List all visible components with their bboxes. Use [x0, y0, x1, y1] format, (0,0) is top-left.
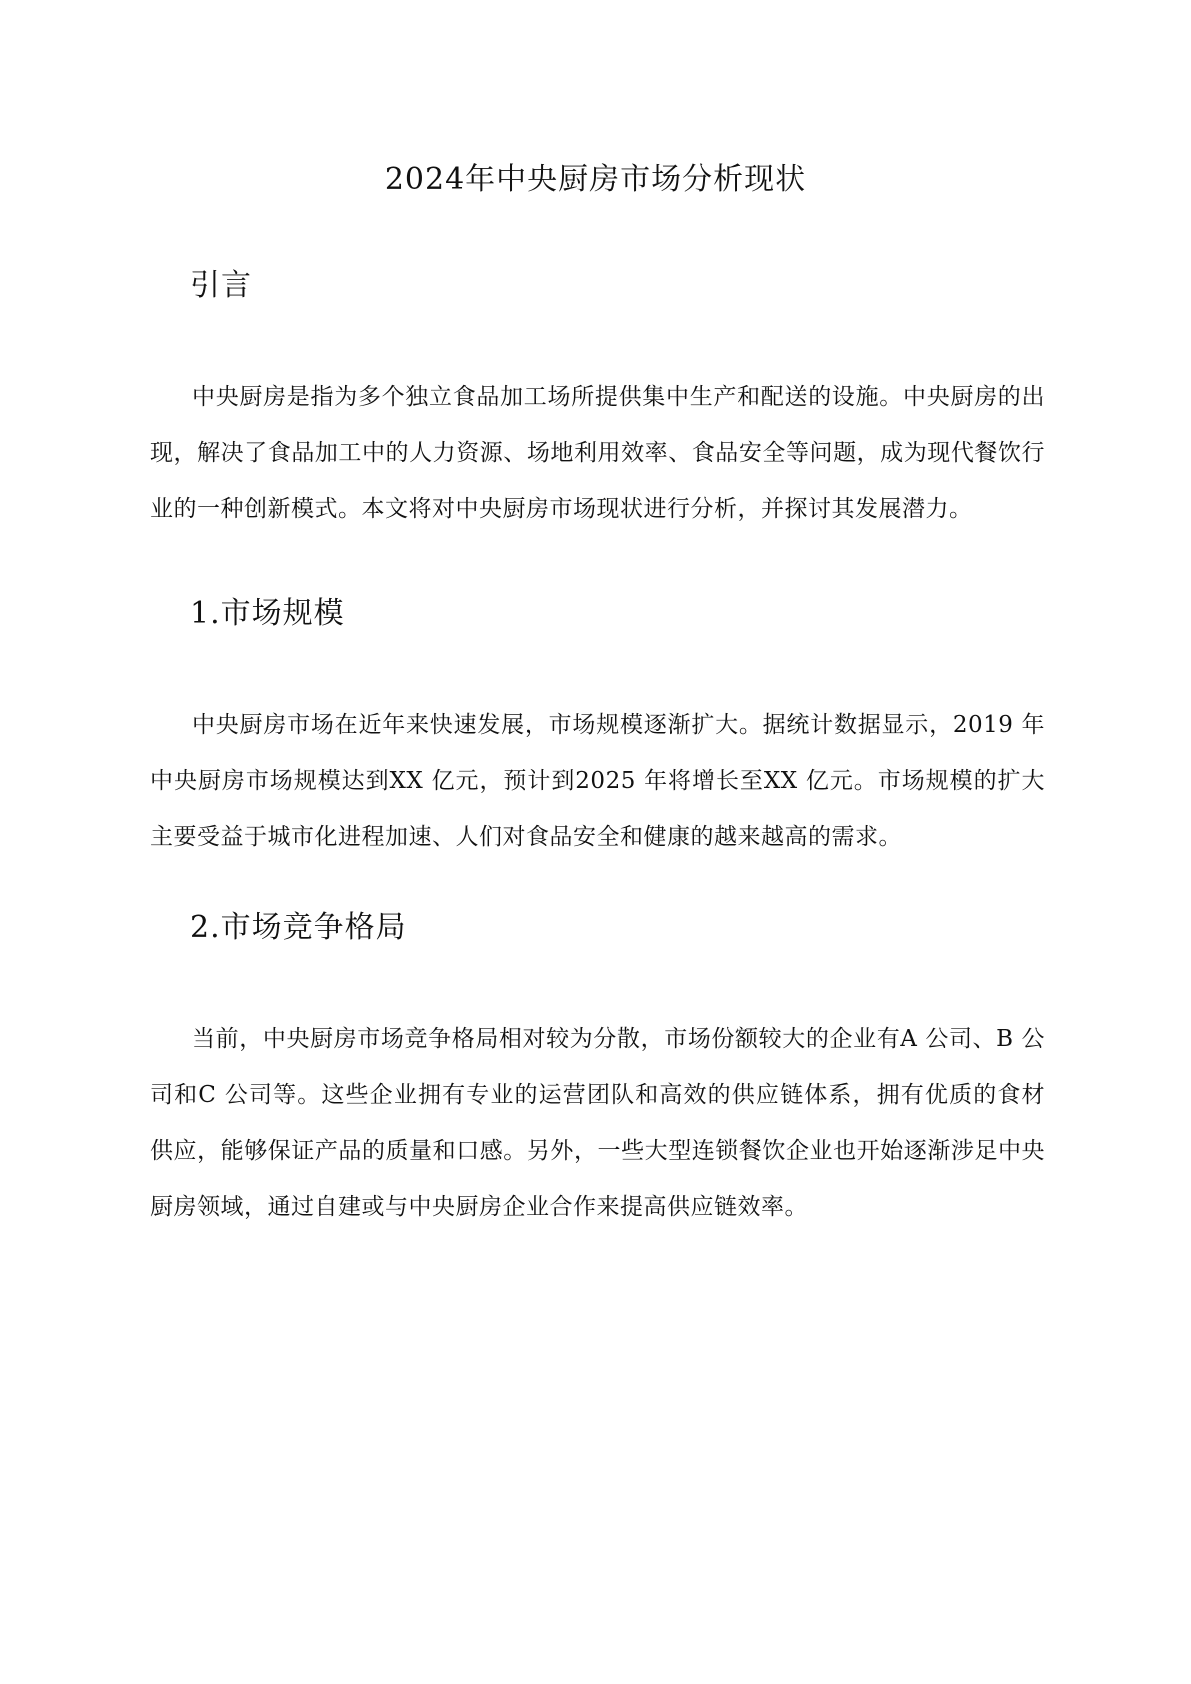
section-heading-market-size: 1.市场规模	[190, 596, 345, 631]
section-body-introduction: 中央厨房是指为多个独立食品加工场所提供集中生产和配送的设施。中央厨房的出现，解决了食品加工中的人力资源、场地利用效率、食品安全等问题，成为现代餐饮行业的一种创新模式。本文将对中央厨房市场现状进行分析，并探讨其发展潜力。	[150, 384, 1045, 522]
section-heading-introduction: 引言	[190, 268, 252, 303]
document-title: 2024年中央厨房市场分析现状	[384, 162, 807, 197]
section-body-market-size: 中央厨房市场在近年来快速发展，市场规模逐渐扩大。据统计数据显示，2019 年中央厨房市场规模达到XX 亿元，预计到2025 年将增长至XX 亿元。市场规模的扩大主要受益于城市化进程加速、人们对食品安全和健康的越来越高的需求。	[150, 712, 1045, 850]
section-heading-competition: 2.市场竞争格局	[190, 910, 407, 945]
section-body-competition: 当前，中央厨房市场竞争格局相对较为分散，市场份额较大的企业有A 公司、B 公司和C 公司等。这些企业拥有专业的运营团队和高效的供应链体系，拥有优质的食材供应，能够保证产品的质量和口感。另外，一些大型连锁餐饮企业也开始逐渐涉足中央厨房领域，通过自建或与中央厨房企业合作来提高供应链效率。	[150, 1026, 1045, 1220]
